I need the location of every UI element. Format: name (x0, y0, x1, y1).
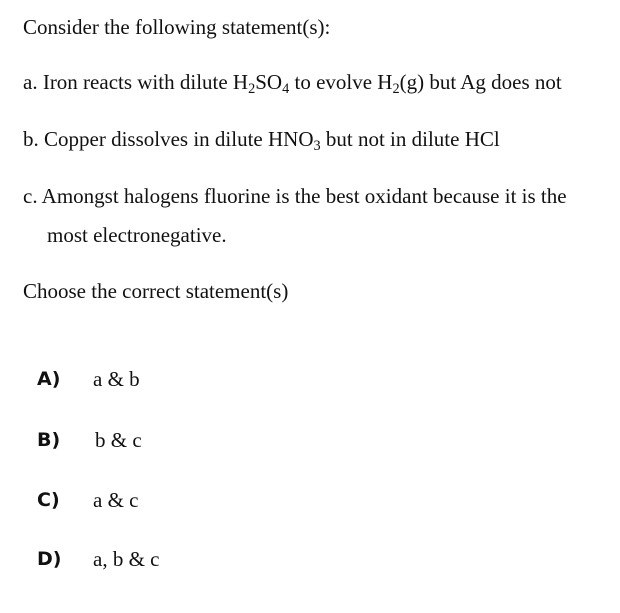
option-letter: C) (37, 489, 60, 511)
option-text: a & c (93, 487, 139, 512)
statement-b-lead: b. Copper dissolves in dilute HNO (23, 127, 314, 151)
option-text: a & b (93, 366, 140, 391)
question-prompt: Choose the correct statement(s) (23, 279, 289, 303)
statement-c-line2: most electronegative. (47, 223, 227, 247)
statement-a-tail: (g) but Ag does not (399, 70, 562, 94)
subscript: 4 (282, 80, 290, 97)
subscript: 2 (392, 80, 400, 97)
statement-b-tail: but not in dilute HCl (320, 127, 500, 151)
statement-c-line1: c. Amongst halogens fluorine is the best oxidant because it is the (23, 184, 567, 208)
option-c[interactable] (37, 487, 138, 513)
option-d[interactable] (37, 546, 159, 572)
option-b[interactable] (37, 427, 142, 453)
option-letter: B) (37, 429, 61, 451)
subscript: 2 (248, 80, 256, 97)
statement-a-mid: SO (255, 70, 283, 94)
statement-a-lead: a. Iron reacts with dilute H (23, 70, 249, 94)
option-a[interactable] (37, 366, 140, 392)
statement-a (23, 70, 562, 97)
question-intro: Consider the following statement(s): (23, 15, 331, 39)
option-text: b & c (95, 427, 142, 452)
option-letter: A) (37, 368, 61, 390)
statement-b (23, 127, 500, 154)
option-text: a, b & c (93, 546, 160, 571)
statement-a-mid: to evolve H (289, 70, 393, 94)
option-letter: D) (37, 548, 62, 570)
subscript: 3 (313, 137, 321, 154)
